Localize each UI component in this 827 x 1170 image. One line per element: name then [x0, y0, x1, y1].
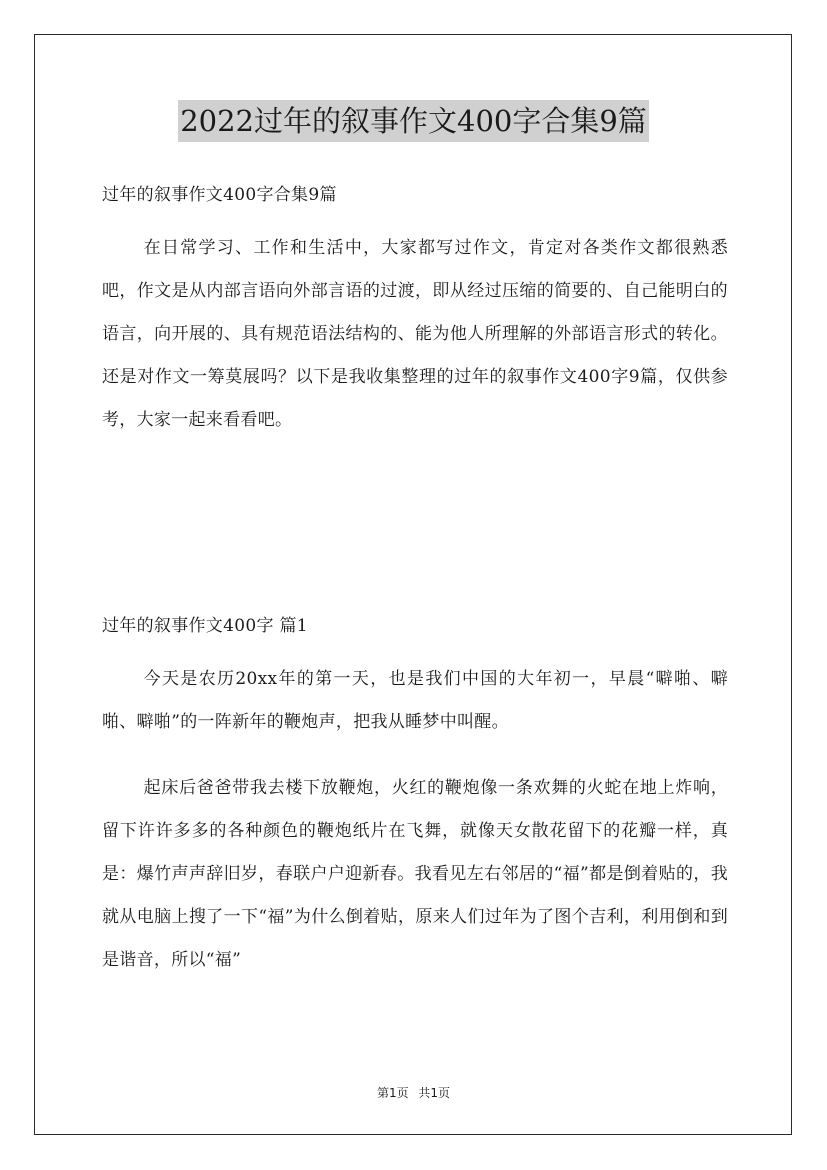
document-title: [0, 100, 827, 142]
body-paragraph-1: 今天是农历20xx年的第一天，也是我们中国的大年初一，早晨“噼啪、噼啪、噼啪”的一阵新年的鞭炮声，把我从睡梦中叫醒。: [102, 669, 728, 732]
document-subtitle: 过年的叙事作文400字合集9篇: [102, 185, 337, 205]
page-number-total: 共1页: [418, 1086, 451, 1100]
page-footer: [0, 1084, 827, 1101]
page-number-current: 第1页: [376, 1086, 409, 1100]
intro-paragraph: 在日常学习、工作和生活中，大家都写过作文，肯定对各类作文都很熟悉吧，作文是从内部言语向外部言语的过渡，即从经过压缩的简要的、自己能明白的语言，向开展的、具有规范语法结构的、能为他人所理解的外部语言形式的转化。还是对作文一筹莫展吗？以下是我收集整理的过年的叙事作文400字9篇，仅供参考，大家一起来看看吧。: [102, 238, 728, 430]
body-paragraph-2: 起床后爸爸带我去楼下放鞭炮，火红的鞭炮像一条欢舞的火蛇在地上炸响，留下许许多多的各种颜色的鞭炮纸片在飞舞，就像天女散花留下的花瓣一样，真是：爆竹声声辞旧岁，春联户户迎新春。我看见左右邻居的“福”都是倒着贴的，我就从电脑上搜了一下“福”为什么倒着贴，原来人们过年为了图个吉利，利用倒和到是谐音，所以“福”: [102, 778, 728, 970]
section-heading: 过年的叙事作文400字 篇1: [102, 616, 308, 636]
document-title-text: 2022过年的叙事作文400字合集9篇: [178, 100, 649, 142]
